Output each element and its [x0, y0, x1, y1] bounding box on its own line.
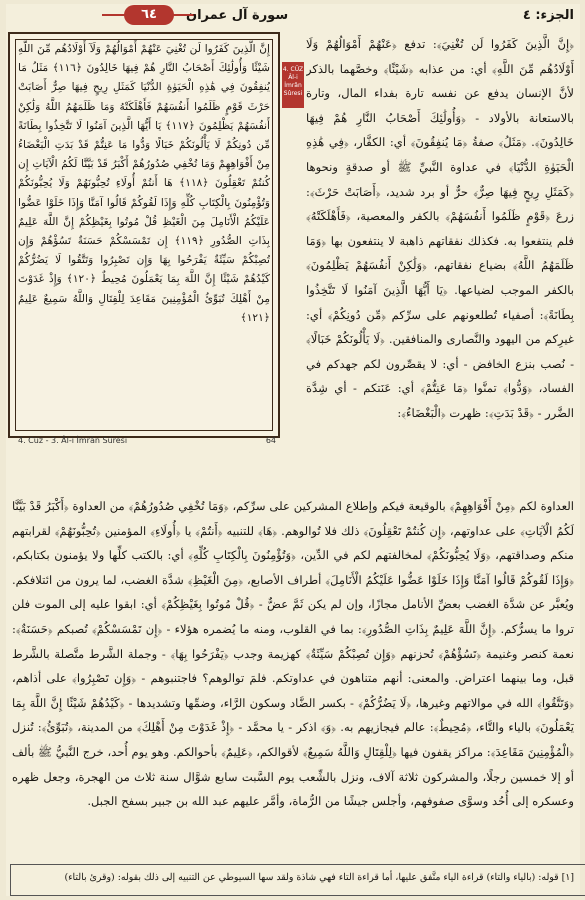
quran-box-caption: 4. Cüz - 3. Âl-i İmrân Sûresi	[18, 436, 128, 445]
side-tab-text: Âl-i İmrân Sûresi	[283, 74, 303, 97]
footnote: [١] قوله: (بالياء والتاء) قراءة الياء متَّفق عليها، أما قراءة التاء فهي شاذة ولقد سها السيوطي عن التنبيه إلى ذلك بقوله: (وقرئ بالتاء)	[64, 872, 574, 883]
surah-title: سورة آل عمران	[186, 8, 289, 23]
surah-side-tab	[282, 62, 304, 108]
page-header	[6, 4, 580, 30]
side-tab-number: 4. CÜZ	[282, 66, 304, 73]
commentary-right-column: ﴿إِنَّ الَّذِينَ كَفَرُوا لَن تُغْنِيَ﴾: تدفع ﴿عَنْهُمْ أَمْوَالُهُمْ وَلَا أَوْلَادُهُم مِّنَ اللَّهِ﴾ أي: من عذابه ﴿شَيْئًا﴾ وخصَّهما بالذكر لأنَّ الإنسان يدفع عن نفسه تارة بفداء المال، وتارة بالاستعانة بالأولاد - ﴿وَأُولَٰئِكَ أَصْحَابُ النَّارِ هُمْ فِيهَا خَالِدُونَ﴾. ﴿مَثَلُ﴾ صفةُ ﴿مَا يُنفِقُونَ﴾ أي: الكفَّار، ﴿فِي هَٰذِهِ الْحَيَوٰةِ الدُّنْيَا﴾ في عداوة النَّبيِّ ﷺ أو صدقةٍ ونحوها ﴿كَمَثَلِ رِيحٍ فِيهَا صِرٌّ﴾ حرٌّ أو برد شديد، ﴿أَصَابَتْ حَرْثَ﴾: زرعَ ﴿قَوْمٍ ظَلَمُوا أَنفُسَهُمْ﴾ بالكفر والمعصية، ﴿فَأَهْلَكَتْهُ﴾ فلم ينتفعوا به. فكذلك نفقاتهم ذاهبة لا ينتفعون بها ﴿وَمَا ظَلَمَهُمُ اللَّهُ﴾ بضياع نفقاتهم، ﴿وَلَٰكِنْ أَنفُسَهُمْ يَظْلِمُونَ﴾ بالكفر الموجب لضياعها. ﴿يَا أَيُّهَا الَّذِينَ آمَنُوا لَا تَتَّخِذُوا بِطَانَةً﴾: أصفياء تُطلعونهم على سرِّكم ﴿مِّن دُونِكُمْ﴾ أي: غيرِكم من اليهود والنَّصارى والمنافقين. ﴿لَا يَأْلُونَكُمْ خَبَالًا﴾ - نُصب بنزع الخافض - أي: لا يقصِّرون لكم جهدكم في الفساد، ﴿وَدُّوا﴾ تمنَّوا ﴿مَا عَنِتُّمْ﴾ أي: عَنَتكم - أي شِدَّة الضَّرر - ﴿قَدْ بَدَتِ﴾: ظهرت ﴿الْبَغْضَاءُ﴾:	[306, 37, 574, 420]
page-number: ٦٤	[124, 5, 174, 25]
commentary-full-width: العداوة لكم ﴿مِنْ أَفْوَاهِهِمْ﴾ بالوقيعة فيكم وإطلاع المشركين على سرِّكم، ﴿وَمَا تُخْفِي صُدُورُهُمْ﴾ من العداوة ﴿أَكْبَرُ قَدْ بَيَّنَّا لَكُمُ الْآيَاتِ﴾ على عداوتهم، ﴿إِن كُنتُمْ تَعْقِلُونَ﴾ ذلك فلا تُوالوهم. ﴿هَا﴾ للتنبيه ﴿أَنتُمْ﴾ يا ﴿أُولَاءِ﴾ المؤمنين ﴿تُحِبُّونَهُمْ﴾ لقرابتهم منكم وصداقتهم، ﴿وَلَا يُحِبُّونَكُمْ﴾ لمخالفتهم لكم في الدِّين، ﴿وَتُؤْمِنُونَ بِالْكِتَابِ كُلِّهِ﴾ أي: بالكتب كلِّها ولا يؤمنون بكتابكم، ﴿وَإِذَا لَقُوكُمْ قَالُوا آمَنَّا وَإِذَا خَلَوْا عَضُّوا عَلَيْكُمُ الْأَنَامِلَ﴾ أطراف الأصابع، ﴿مِنَ الْغَيْظِ﴾ شدَّة الغضب، لما يرون من ائتلافكم. ويُعبَّر عن شدَّة الغضب بعضِّ الأنامل مجازًا، وإن لم يكن ثَمَّ عضٌّ - ﴿قُلْ مُوتُوا بِغَيْظِكُمْ﴾ أي: ابقوا عليه إلى الموت فلن تروا ما يسرُّكم. ﴿إِنَّ اللَّهَ عَلِيمٌ بِذَاتِ الصُّدُورِ﴾: بما في القلوب، ومنه ما يُضمره هؤلاء - ﴿إِن تَمْسَسْكُمْ﴾ تُصبكم ﴿حَسَنَةٌ﴾: نعمة كنصر وغنيمة ﴿تَسُؤْهُمْ﴾ تُحزنهم ﴿وَإِن تُصِبْكُمْ سَيِّئَةٌ﴾ كهزيمة وجدب ﴿يَفْرَحُوا بِهَا﴾ - وجملة الشَّرط متَّصلة بالشَّرط قبل، وما بينهما اعتراض. والمعنى: أنهم متناهون في عداوتكم. فلمَ توالوهم؟ فاجتنبوهم - ﴿وَإِن تَصْبِرُوا﴾ على أذاهم، ﴿وَتَتَّقُوا﴾ الله في موالاتهم وغيرها، ﴿لَا يَضُرُّكُمْ﴾ - بكسر الضَّاد وسكون الرَّاء، وضمِّها وتشديدها - ﴿كَيْدُهُمْ شَيْئًا إِنَّ اللَّهَ بِمَا يَعْمَلُونَ﴾ بالياء والتَّاء، ﴿مُحِيطٌ﴾: عالم فيجازيهم به. ﴿وَ﴾ اذكر - يا محمَّد - ﴿إِذْ غَدَوْتَ مِنْ أَهْلِكَ﴾ من المدينة، ﴿تُبَوِّئُ﴾: تُنزل ﴿الْمُؤْمِنِينَ مَقَاعِدَ﴾: مراكز يقفون فيها ﴿لِلْقِتَالِ وَاللَّهُ سَمِيعٌ﴾ لأقوالكم، ﴿عَلِيمٌ﴾ بأحوالكم. وهو يوم أُحد، خرج النَّبيُّ ﷺ بألف أو إلا خمسين رجلًا، والمشركون ثلاثة آلاف، ونزل بالشِّعب يوم السَّبت سابع شوَّال سنة ثلاث من الهجرة، وجعل ظهره وعسكره إلى أُحُد وسوَّى صفوفهم، وأجلس جيشًا من الرُّماة، وأمَّر عليهم عبد الله بن جبير بسفح الجبل.	[12, 499, 574, 809]
quran-text-box	[8, 32, 280, 438]
page	[6, 4, 580, 896]
juz-label: الجزء: ٤	[522, 8, 574, 23]
quran-text: إِنَّ الَّذِينَ كَفَرُوا لَن تُغْنِيَ عَنْهُمْ أَمْوَالُهُمْ وَلَآ أَوْلَادُهُم مِّنَ اللَّهِ شَيْئًا وَأُولَٰئِكَ أَصْحَابُ النَّارِ هُمْ فِيهَا خَالِدُونَ ﴿١١٦﴾ مَثَلُ مَا يُنفِقُونَ فِي هَٰذِهِ الْحَيَوٰةِ الدُّنْيَا كَمَثَلِ رِيحٍ فِيهَا صِرٌّ أَصَابَتْ حَرْثَ قَوْمٍ ظَلَمُوا أَنفُسَهُمْ فَأَهْلَكَتْهُ وَمَا ظَلَمَهُمُ اللَّهُ وَلَٰكِنْ أَنفُسَهُمْ يَظْلِمُونَ ﴿١١٧﴾ يَا أَيُّهَا الَّذِينَ آمَنُوا لَا تَتَّخِذُوا بِطَانَةً مِّن دُونِكُمْ لَا يَأْلُونَكُمْ خَبَالًا وَدُّوا مَا عَنِتُّمْ قَدْ بَدَتِ الْبَغْضَاءُ مِنْ أَفْوَاهِهِمْ وَمَا تُخْفِي صُدُورُهُمْ أَكْبَرُ قَدْ بَيَّنَّا لَكُمُ الْآيَاتِ إِن كُنتُمْ تَعْقِلُونَ ﴿١١٨﴾ هَا أَنتُمْ أُولَاءِ تُحِبُّونَهُمْ وَلَا يُحِبُّونَكُمْ وَتُؤْمِنُونَ بِالْكِتَابِ كُلِّهِ وَإِذَا لَقُوكُمْ قَالُوا آمَنَّا وَإِذَا خَلَوْا عَضُّوا عَلَيْكُمُ الْأَنَامِلَ مِنَ الْغَيْظِ قُلْ مُوتُوا بِغَيْظِكُمْ إِنَّ اللَّهَ عَلِيمٌ بِذَاتِ الصُّدُورِ ﴿١١٩﴾ إِن تَمْسَسْكُمْ حَسَنَةٌ تَسُؤْهُمْ وَإِن تُصِبْكُمْ سَيِّئَةٌ يَفْرَحُوا بِهَا وَإِن تَصْبِرُوا وَتَتَّقُوا لَا يَضُرُّكُمْ كَيْدُهُمْ شَيْئًا إِنَّ اللَّهَ بِمَا يَعْمَلُونَ مُحِيطٌ ﴿١٢٠﴾ وَإِذْ غَدَوْتَ مِنْ أَهْلِكَ تُبَوِّئُ الْمُؤْمِنِينَ مَقَاعِدَ لِلْقِتَالِ وَاللَّهُ سَمِيعٌ عَلِيمٌ ﴿١٢١﴾	[18, 43, 270, 324]
quran-box-page: 64	[265, 436, 276, 445]
quran-box-footer	[12, 434, 280, 448]
